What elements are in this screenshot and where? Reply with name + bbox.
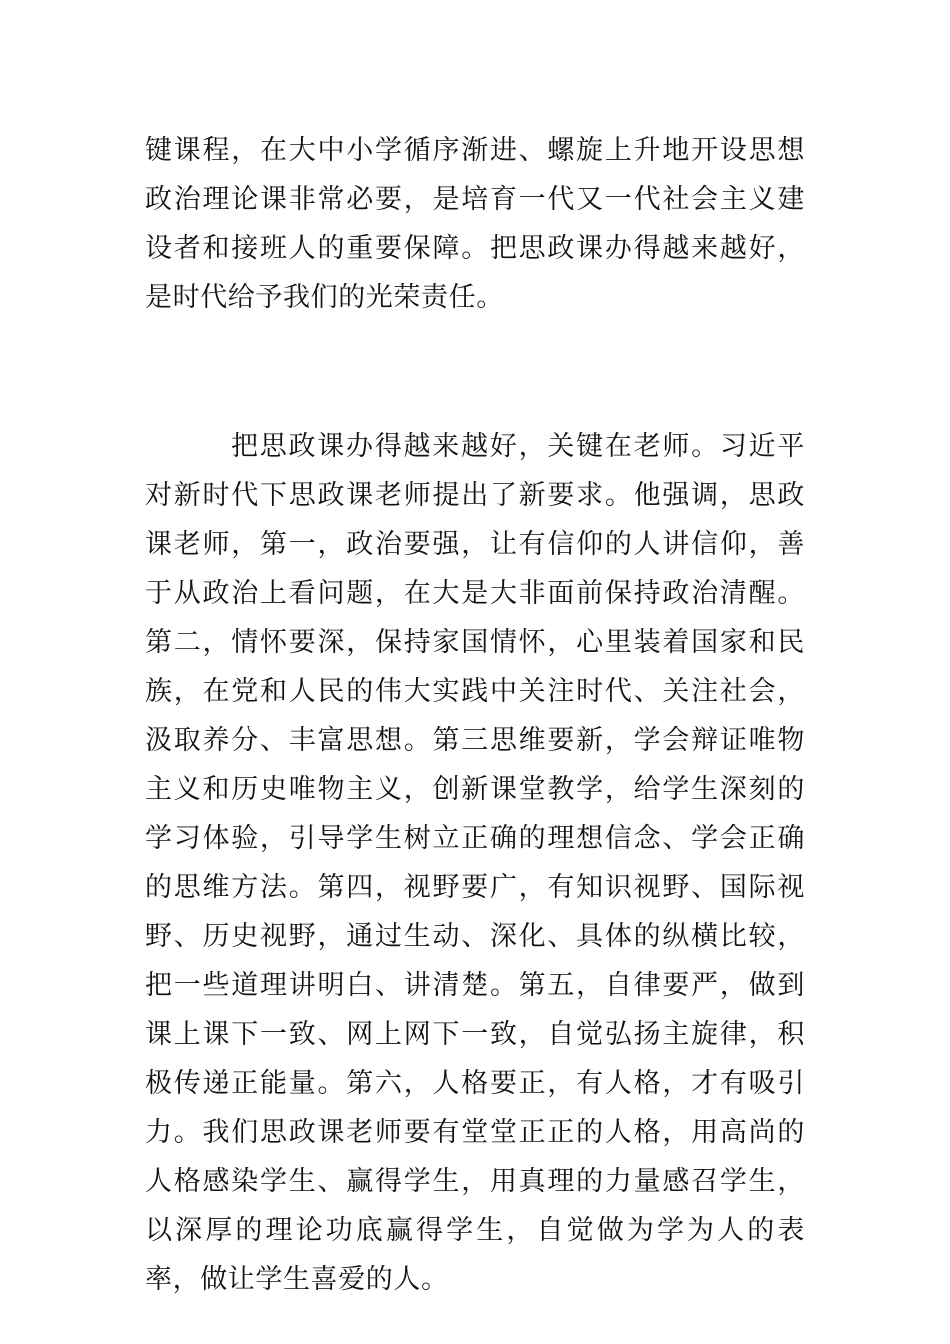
- paragraph-teacher-requirements: 把思政课办得越来越好，关键在老师。习近平对新时代下思政课老师提出了新要求。他强调，思政课老师，第一，政治要强，让有信仰的人讲信仰，善于从政治上看问题，在大是大非面前保持政治清醒。第二，情怀要深，保持家国情怀，心里装着国家和民族，在党和人民的伟大实践中关注时代、关注社会，汲取养分、丰富思想。第三思维要新，学会辩证唯物主义和历史唯物主义，创新课堂教学，给学生深刻的学习体验，引导学生树立正确的理想信念、学会正确的思维方法。第四，视野要广，有知识视野、国际视野、历史视野，通过生动、深化、具体的纵横比较，把一些道理讲明白、讲清楚。第五，自律要严，做到课上课下一致、网上网下一致，自觉弘扬主旋律，积极传递正能量。第六，人格要正，有人格，才有吸引力。我们思政课老师要有堂堂正正的人格，用高尚的人格感染学生、赢得学生，用真理的力量感召学生，以深厚的理论功底赢得学生，自觉做为学为人的表率，做让学生喜爱的人。: [145, 431, 805, 1295]
- paragraph-continuation: 键课程，在大中小学循序渐进、螺旋上升地开设思想政治理论课非常必要，是培育一代又一代社会主义建设者和接班人的重要保障。把思政课办得越来越好，是时代给予我们的光荣责任。: [145, 135, 805, 313]
